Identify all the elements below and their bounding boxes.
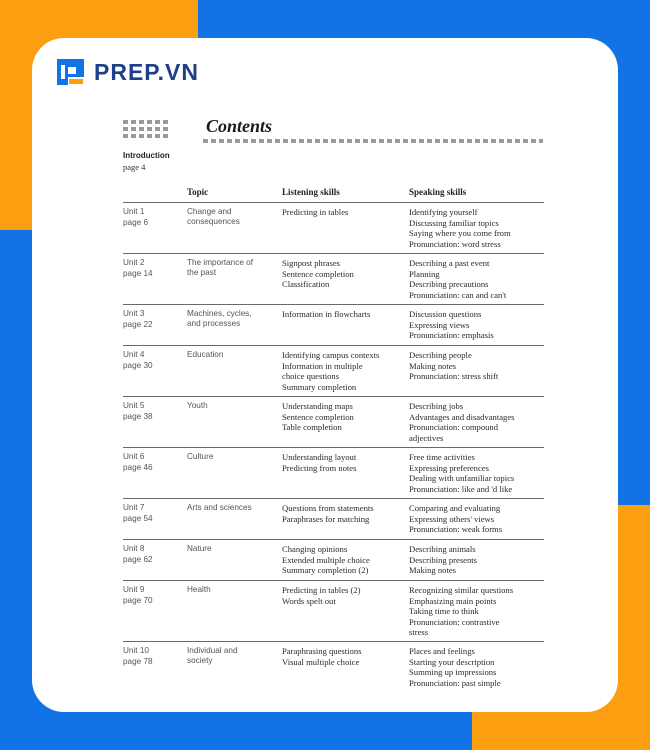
listening-item: Sentence completion — [282, 411, 354, 422]
topic-cell — [187, 258, 277, 278]
speaking-cell — [409, 309, 545, 341]
table-row — [123, 253, 544, 304]
speaking-item: Summing up impressions — [409, 667, 497, 678]
unit-number: Unit 4 — [123, 350, 145, 359]
speaking-cell — [409, 544, 545, 576]
contents-page — [32, 38, 618, 712]
unit-number: Unit 5 — [123, 401, 145, 410]
listening-item: Information in flowcharts — [282, 309, 371, 319]
topic-line: consequences — [187, 217, 240, 226]
unit-page: page 22 — [123, 319, 153, 329]
speaking-item: Emphasizing main points — [409, 595, 497, 606]
speaking-item: Comparing and evaluating — [409, 503, 501, 513]
speaking-item: adjectives — [409, 432, 444, 443]
listening-item: Table completion — [282, 422, 342, 433]
speaking-item: Describing precautions — [409, 279, 489, 290]
topic-cell — [187, 207, 277, 227]
table-row — [123, 539, 544, 580]
unit-cell — [123, 452, 183, 473]
column-header-listening: Listening skills — [282, 187, 340, 197]
unit-page: page 6 — [123, 217, 149, 227]
decorative-dotted-rule — [203, 139, 543, 143]
table-row — [123, 202, 544, 253]
decorative-dots — [123, 120, 168, 141]
topic-line: Youth — [187, 401, 208, 410]
topic-line: Nature — [187, 544, 212, 553]
listening-item: Visual multiple choice — [282, 656, 360, 667]
speaking-item: Describing people — [409, 350, 472, 360]
unit-number: Unit 9 — [123, 585, 145, 594]
speaking-cell — [409, 207, 545, 249]
unit-number: Unit 6 — [123, 452, 145, 461]
listening-item: Understanding layout — [282, 452, 357, 462]
unit-number: Unit 2 — [123, 258, 145, 267]
speaking-item: Describing presents — [409, 554, 478, 565]
unit-cell — [123, 585, 183, 606]
speaking-item: Discussion questions — [409, 309, 482, 319]
speaking-cell — [409, 350, 545, 382]
listening-cell — [282, 452, 402, 473]
unit-page: page 46 — [123, 462, 153, 472]
listening-item: Paraphrasing questions — [282, 646, 362, 656]
unit-cell — [123, 646, 183, 667]
topic-line: The importance of — [187, 258, 253, 267]
column-header-topic: Topic — [187, 187, 209, 197]
listening-item: Information in multiple — [282, 360, 363, 371]
unit-page: page 62 — [123, 554, 153, 564]
unit-page: page 38 — [123, 411, 153, 421]
speaking-cell — [409, 258, 545, 300]
topic-cell — [187, 309, 277, 329]
table-row — [123, 447, 544, 498]
speaking-item: Pronunciation: compound — [409, 422, 499, 433]
topic-cell — [187, 585, 277, 595]
speaking-item: Identifying yourself — [409, 207, 478, 217]
unit-number: Unit 1 — [123, 207, 145, 216]
topic-line: Arts and sciences — [187, 503, 252, 512]
listening-item: Predicting in tables — [282, 207, 349, 217]
topic-line: Change and — [187, 207, 232, 216]
listening-item: Understanding maps — [282, 401, 353, 411]
introduction-page: page 4 — [123, 162, 146, 172]
table-row — [123, 304, 544, 345]
speaking-item: Describing animals — [409, 544, 476, 554]
speaking-item: Pronunciation: word stress — [409, 238, 501, 249]
speaking-item: Discussing familiar topics — [409, 217, 499, 228]
listening-item: Summary completion — [282, 381, 357, 392]
table-row — [123, 498, 544, 539]
speaking-item: Expressing views — [409, 319, 470, 330]
speaking-cell — [409, 452, 545, 494]
speaking-item: Expressing others' views — [409, 513, 495, 524]
speaking-item: Pronunciation: can and can't — [409, 289, 507, 300]
topic-cell — [187, 401, 277, 411]
topic-line: Individual and — [187, 646, 238, 655]
topic-cell — [187, 452, 277, 462]
listening-item: Changing opinions — [282, 544, 348, 554]
listening-cell — [282, 646, 402, 667]
table-row — [123, 396, 544, 447]
listening-item: Summary completion (2) — [282, 565, 369, 576]
topic-cell — [187, 503, 277, 513]
speaking-item: Planning — [409, 268, 440, 279]
listening-item: Words spelt out — [282, 595, 336, 606]
listening-cell — [282, 258, 402, 290]
speaking-item: Pronunciation: stress shift — [409, 371, 499, 382]
speaking-item: Expressing preferences — [409, 462, 489, 473]
unit-number: Unit 7 — [123, 503, 145, 512]
table-row — [123, 345, 544, 396]
unit-number: Unit 8 — [123, 544, 145, 553]
brand-name: PREP.VN — [94, 58, 200, 85]
speaking-item: Recognizing similar questions — [409, 585, 514, 595]
speaking-item: Places and feelings — [409, 646, 475, 656]
speaking-item: Free time activities — [409, 452, 475, 462]
unit-page: page 70 — [123, 595, 153, 605]
speaking-item: Making notes — [409, 565, 457, 576]
listening-cell — [282, 309, 402, 320]
listening-cell — [282, 585, 402, 606]
speaking-cell — [409, 585, 545, 638]
speaking-item: Taking time to think — [409, 606, 479, 617]
speaking-item: Advantages and disadvantages — [409, 411, 515, 422]
unit-page: page 30 — [123, 360, 153, 370]
unit-page: page 78 — [123, 656, 153, 666]
listening-item: Predicting from notes — [282, 462, 357, 473]
table-row — [123, 641, 544, 688]
listening-item: Sentence completion — [282, 268, 354, 279]
content-card — [32, 38, 618, 712]
unit-number: Unit 3 — [123, 309, 145, 318]
listening-cell — [282, 350, 402, 392]
speaking-item: Describing a past event — [409, 258, 490, 268]
speaking-item: Pronunciation: contrastive — [409, 616, 500, 627]
topic-line: the past — [187, 268, 217, 277]
topic-line: society — [187, 656, 213, 665]
speaking-item: Pronunciation: like and 'd like — [409, 483, 513, 494]
unit-cell — [123, 401, 183, 422]
page-title: Contents — [206, 116, 273, 136]
unit-page: page 54 — [123, 513, 153, 523]
listening-cell — [282, 401, 402, 433]
speaking-item: Pronunciation: past simple — [409, 677, 501, 688]
speaking-item: stress — [409, 627, 429, 638]
listening-cell — [282, 503, 402, 524]
listening-item: Paraphrases for matching — [282, 513, 370, 524]
speaking-item: Making notes — [409, 360, 457, 371]
topic-line: Culture — [187, 452, 214, 461]
listening-item: choice questions — [282, 371, 340, 382]
speaking-cell — [409, 646, 545, 688]
listening-cell — [282, 544, 402, 576]
speaking-cell — [409, 503, 545, 535]
unit-cell — [123, 544, 183, 565]
speaking-item: Starting your description — [409, 656, 495, 667]
unit-cell — [123, 309, 183, 330]
column-header-speaking: Speaking skills — [409, 187, 467, 197]
introduction-heading: Introduction — [123, 151, 170, 160]
listening-item: Predicting in tables (2) — [282, 585, 361, 595]
listening-item: Classification — [282, 279, 330, 290]
speaking-item: Saying where you come from — [409, 228, 511, 239]
listening-cell — [282, 207, 402, 218]
unit-cell — [123, 207, 183, 228]
listening-item: Questions from statements — [282, 503, 374, 513]
table-row — [123, 580, 544, 641]
topic-line: and processes — [187, 319, 241, 328]
unit-number: Unit 10 — [123, 646, 149, 655]
topic-cell — [187, 350, 277, 360]
listening-item: Extended multiple choice — [282, 554, 370, 565]
topic-cell — [187, 544, 277, 554]
listening-item: Identifying campus contexts — [282, 350, 380, 360]
topic-line: Health — [187, 585, 211, 594]
speaking-cell — [409, 401, 545, 443]
listening-item: Signpost phrases — [282, 258, 341, 268]
speaking-item: Pronunciation: emphasis — [409, 330, 494, 341]
unit-page: page 14 — [123, 268, 153, 278]
unit-cell — [123, 503, 183, 524]
unit-cell — [123, 350, 183, 371]
topic-line: Machines, cycles, — [187, 309, 252, 318]
speaking-item: Describing jobs — [409, 401, 464, 411]
speaking-item: Dealing with unfamiliar topics — [409, 473, 515, 484]
topic-cell — [187, 646, 277, 666]
unit-cell — [123, 258, 183, 279]
speaking-item: Pronunciation: weak forms — [409, 524, 503, 535]
topic-line: Education — [187, 350, 224, 359]
